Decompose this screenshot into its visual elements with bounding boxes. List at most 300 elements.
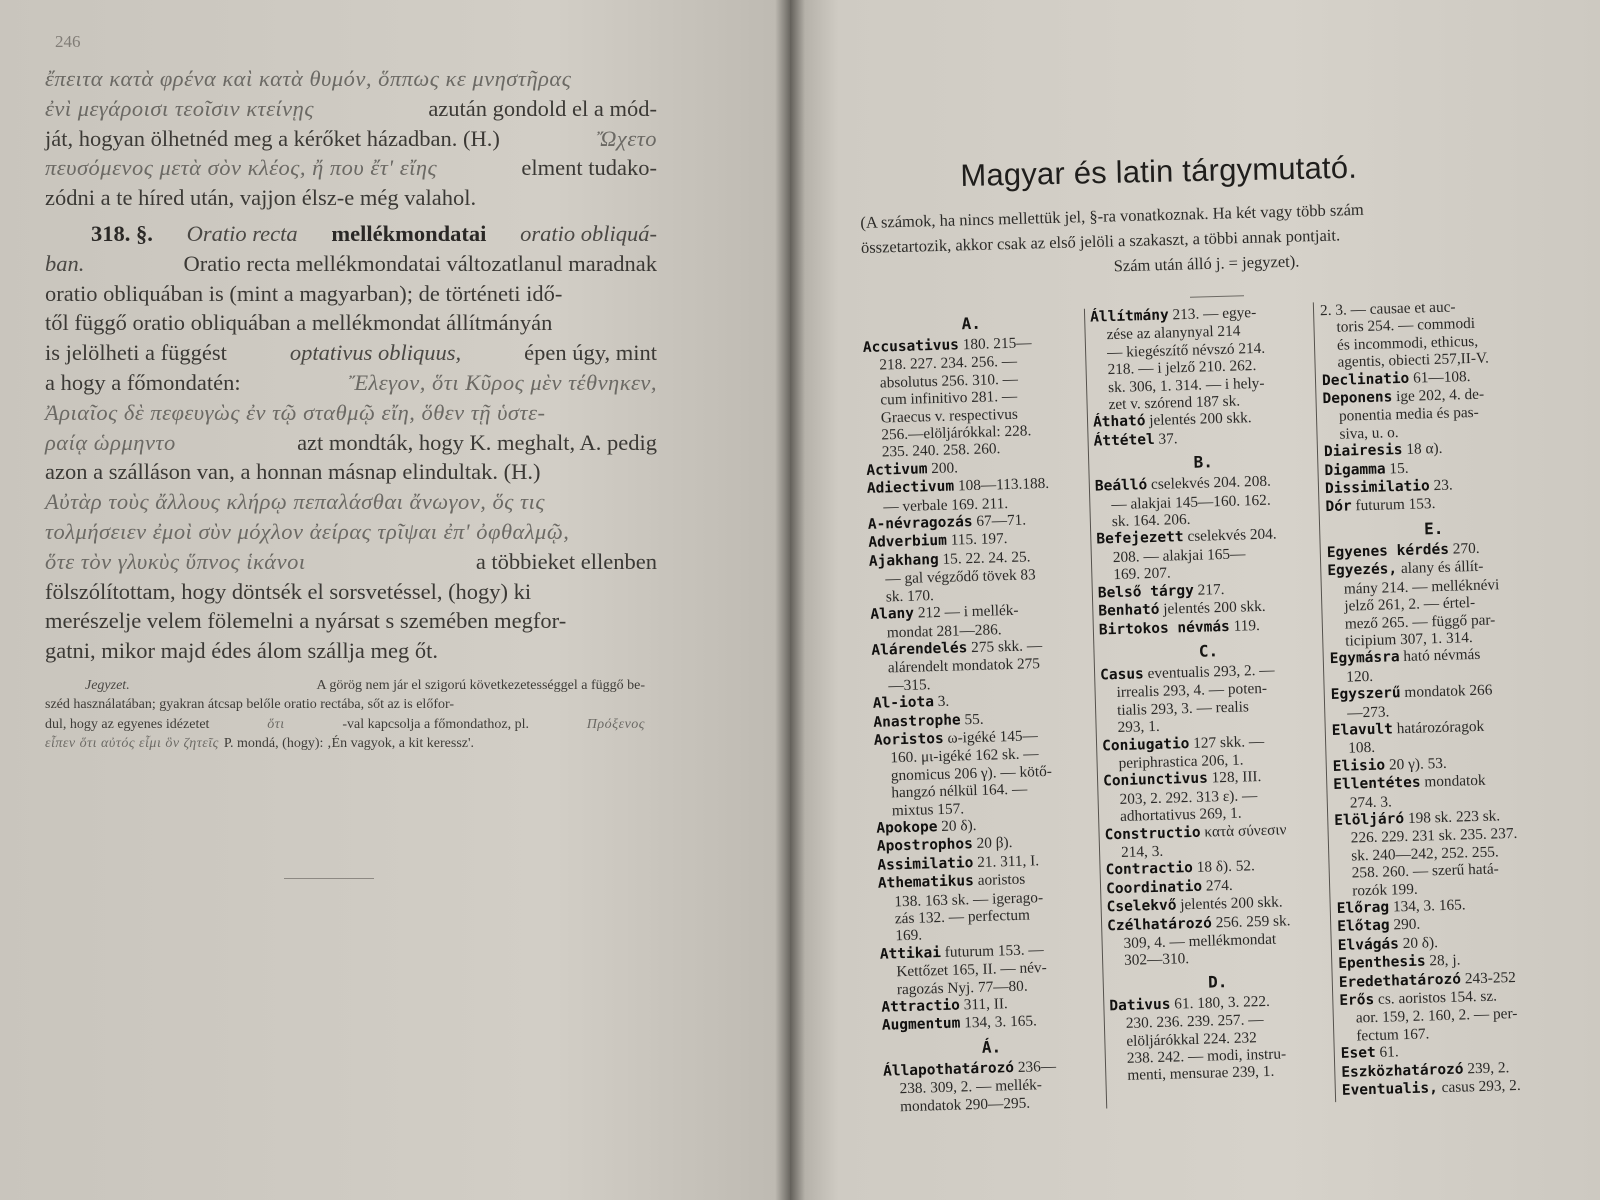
index-refs-continued: rozók 199. bbox=[1352, 880, 1418, 900]
footnote bbox=[45, 676, 645, 754]
index-refs-continued: 235. 240. 258. 260. bbox=[881, 440, 1001, 461]
index-refs-continued: zet v. szórend 187 sk. bbox=[1108, 392, 1241, 414]
text-line bbox=[45, 457, 657, 487]
index-refs: κατὰ σύνεσιν bbox=[1200, 820, 1287, 841]
index-refs-continued: ponentia media és pas- bbox=[1338, 404, 1479, 426]
text-span: Ὤχετο bbox=[596, 125, 657, 151]
index-entry bbox=[863, 333, 1084, 462]
index-refs-continued: — alakjai 145—160. 162. bbox=[1111, 491, 1271, 513]
text-span: azt mondták, hogy K. meghalt, A. pedig bbox=[297, 429, 657, 455]
text-span: mellékmondatai bbox=[331, 220, 487, 246]
index-term: Dór bbox=[1325, 498, 1352, 516]
index-refs-continued: sk. 240—242, 252. 255. bbox=[1351, 843, 1499, 865]
text-line bbox=[45, 428, 657, 458]
index-refs: cselekvés 204. 208. bbox=[1147, 472, 1272, 494]
index-refs: 198 sk. 223 sk. bbox=[1403, 807, 1501, 828]
index-refs: 20 δ). bbox=[937, 816, 977, 836]
index-refs: 18 α). bbox=[1402, 440, 1443, 459]
text-span: τολμήσειεν ἐμοὶ σὺν μόχλον ἀείρας τρῖψαι ἐπ' ὀφθαλμῷ, bbox=[45, 518, 570, 544]
text-span: ban. bbox=[45, 250, 85, 276]
index-term: Czélhatározó bbox=[1106, 915, 1213, 934]
index-term: Beálló bbox=[1094, 477, 1148, 495]
index-refs-continued: mány 214. — melléknévi bbox=[1343, 576, 1500, 598]
index-refs-continued: elöljárókkal 224. 232 bbox=[1126, 1028, 1257, 1050]
left-page bbox=[0, 0, 790, 1200]
index-term: Al-iota bbox=[872, 694, 935, 712]
index-refs: 61—108. bbox=[1409, 367, 1471, 387]
index-refs: 239, 2. bbox=[1463, 1058, 1510, 1078]
index-letter-heading: D. bbox=[1207, 971, 1228, 992]
text-span: fölszólítottam, hogy döntsék el sorsvetéssel, (hogy) ki bbox=[45, 578, 532, 604]
text-line bbox=[45, 279, 657, 309]
index-term: Alany bbox=[870, 605, 915, 623]
index-entry bbox=[1104, 820, 1323, 862]
index-term: Contractio bbox=[1105, 860, 1194, 879]
text-line bbox=[45, 606, 657, 636]
index-refs-continued: ragozás Nyj. 77—80. bbox=[896, 977, 1028, 998]
index-entry bbox=[871, 636, 1090, 695]
index-refs-continued: absolutus 256. 310. — bbox=[879, 370, 1019, 392]
text-line bbox=[45, 487, 657, 517]
index-refs-continued: cum infinitivo 281. — bbox=[880, 387, 1018, 409]
index-refs: ω-igéké 145— bbox=[943, 727, 1039, 747]
text-span: ját, hogyan ölhetnéd meg a kérőket házadban. (H.) bbox=[45, 125, 500, 151]
index-refs: 20 δ). bbox=[1398, 933, 1439, 953]
index-entry bbox=[1322, 384, 1538, 443]
index-refs: 212 — i mellék- bbox=[913, 601, 1019, 622]
index-refs: 119. bbox=[1229, 616, 1261, 635]
text-span: dul, hogy az egyenes idézetet bbox=[45, 716, 210, 732]
index-refs: 18 δ). 52. bbox=[1192, 857, 1256, 877]
text-span: zódni a te híred után, vajjon élsz-e még valahol. bbox=[45, 185, 477, 211]
index-refs-continued: —315. bbox=[888, 675, 931, 695]
index-refs: 61. bbox=[1375, 1043, 1399, 1062]
text-span: P. mondá, (hogy): ‚Én vagyok, a kit keressz'. bbox=[223, 736, 475, 752]
index-refs-continued: — gal végződő tövek 83 bbox=[885, 566, 1036, 588]
text-span: is jelölheti a függést bbox=[45, 340, 227, 366]
index-letter-heading: B. bbox=[1193, 452, 1214, 473]
text-line bbox=[45, 676, 645, 696]
index-term: Coordinatio bbox=[1105, 878, 1203, 898]
text-span: ὅτι bbox=[267, 716, 285, 732]
index-refs-continued: mondat 281—286. bbox=[886, 620, 1002, 641]
index-refs: futurum 153. — bbox=[940, 940, 1044, 961]
text-span: optativus obliquus, bbox=[289, 340, 462, 366]
index-term: Attikai bbox=[879, 944, 942, 963]
index-refs: 20 γ). 53. bbox=[1384, 754, 1447, 774]
book-gutter bbox=[775, 0, 805, 1200]
index-refs-continued: sk. 170. bbox=[885, 586, 935, 606]
index-entry bbox=[1330, 644, 1546, 686]
index-refs-continued: irrealis 293, 4. — poten- bbox=[1116, 680, 1268, 702]
index-refs-continued: 169. bbox=[895, 926, 923, 945]
index-entry bbox=[1327, 556, 1544, 650]
index-refs-continued: 218. 227. 234. 256. — bbox=[879, 353, 1018, 374]
text-line bbox=[45, 715, 645, 735]
index-term: Alárendelés bbox=[871, 640, 968, 659]
index-entry bbox=[1102, 731, 1321, 773]
index-term: Átható bbox=[1092, 413, 1146, 432]
index-refs: 275 skk. — bbox=[967, 637, 1043, 657]
index-refs: mondatok bbox=[1420, 771, 1486, 791]
index-term: Coniunctivus bbox=[1102, 770, 1209, 790]
index-term: Anastrophe bbox=[873, 711, 961, 731]
text-span: épen úgy, mint bbox=[524, 340, 657, 366]
index-refs-continued: 274. 3. bbox=[1349, 792, 1393, 812]
index-term: Állapothatározó bbox=[882, 1059, 1015, 1080]
text-span: Ἀριαῖος δὲ πεφευγὼς ἐν τῷ σταθμῷ εἴη, ὅθεν τῇ ὑστε- bbox=[45, 399, 546, 425]
index-refs: jelentés 200 skk. bbox=[1176, 893, 1283, 914]
index-refs: 274. bbox=[1201, 876, 1233, 895]
index-title: Magyar és latin tárgymutató. bbox=[960, 149, 1358, 193]
index-letter-heading: C. bbox=[1198, 641, 1219, 661]
index-refs-continued: siva, u. o. bbox=[1339, 423, 1399, 443]
index-refs: 290. bbox=[1389, 916, 1421, 934]
left-body-text bbox=[45, 64, 657, 754]
text-line bbox=[45, 547, 657, 577]
index-column-3 bbox=[1320, 296, 1557, 1100]
text-span: a többieket ellenben bbox=[475, 548, 657, 574]
index-entry bbox=[1333, 770, 1549, 812]
text-span: εἶπεν ὅτι αὐτός εἶμι ὃν ζητεῖς bbox=[45, 736, 219, 752]
text-line bbox=[45, 219, 657, 249]
index-refs-continued: 302—310. bbox=[1123, 950, 1190, 970]
index-entry bbox=[874, 726, 1094, 820]
index-refs: mondatok 266 bbox=[1400, 681, 1493, 702]
index-letter-heading: E. bbox=[1423, 518, 1444, 539]
index-term: Dissimilatio bbox=[1324, 478, 1430, 498]
index-term: Adiectivum bbox=[866, 478, 955, 498]
index-term: Egyezés, bbox=[1327, 561, 1398, 580]
index-refs: 256. 259 sk. bbox=[1211, 911, 1291, 932]
index-refs-continued: és incommodi, ethicus, bbox=[1336, 332, 1479, 354]
end-rule bbox=[284, 878, 374, 879]
index-term: Benható bbox=[1098, 601, 1160, 620]
index-refs: ige 202, 4. de- bbox=[1392, 385, 1485, 406]
index-refs: 200. bbox=[927, 459, 959, 478]
text-span: a hogy a főmondatén: bbox=[45, 369, 241, 395]
index-term: Declinatio bbox=[1321, 370, 1410, 389]
index-refs: 213. — egye- bbox=[1168, 303, 1257, 324]
index-refs-continued: aor. 159, 2. 160, 2. — per- bbox=[1355, 1005, 1518, 1027]
index-refs: 15. bbox=[1385, 459, 1409, 478]
index-refs-continued: 238. 309, 2. — mellék- bbox=[899, 1076, 1043, 1098]
text-line bbox=[45, 695, 645, 715]
text-span: Αὐτὰρ τοὺς ἄλλους κλήρῳ πεπαλάσθαι ἄνωγον, ὅς τις bbox=[45, 489, 545, 515]
text-span: Oratio recta mellékmondatai változatlanul maradnak bbox=[183, 250, 657, 276]
text-span: gatni, mikor majd édes álom szállja meg őt. bbox=[45, 638, 439, 664]
index-refs-continued: 214, 3. bbox=[1120, 842, 1164, 861]
index-refs-continued: 120. bbox=[1346, 667, 1374, 686]
text-span: Ἔλεγον, ὅτι Κῦρος μὲν τέθνηκεν, bbox=[348, 369, 657, 395]
index-entry bbox=[1332, 716, 1548, 758]
index-refs: 67—71. bbox=[972, 511, 1027, 531]
text-line bbox=[45, 368, 657, 398]
preface-line: összetartozik, akkor csak az első jelöli a szakaszt, a többi annak pontjait. bbox=[860, 225, 1341, 257]
index-refs-continued: 230. 236. 239. 257. — bbox=[1125, 1011, 1264, 1033]
text-span: 318. §. bbox=[91, 220, 153, 246]
index-refs-continued: zás 132. — perfectum bbox=[894, 906, 1031, 928]
text-span: széd használatában; gyakran átcsap belőle oratio rectába, sőt az is előfor- bbox=[45, 697, 455, 713]
index-term: Előrag bbox=[1336, 899, 1390, 917]
right-page bbox=[790, 0, 1600, 1200]
text-span: Oratio recta bbox=[186, 220, 298, 246]
index-refs-continued: 160. μι-igéké 162 sk. — bbox=[890, 745, 1039, 767]
index-refs: aoristos bbox=[973, 870, 1026, 890]
index-refs-continued: adhortativus 269, 1. bbox=[1119, 804, 1242, 826]
index-term: Casus bbox=[1099, 666, 1145, 684]
index-refs: futurum 153. bbox=[1351, 495, 1436, 515]
index-refs: 15. 22. 24. 25. bbox=[938, 548, 1031, 568]
index-refs-continued: sk. 306, 1. 314. — i hely- bbox=[1107, 374, 1265, 396]
index-term: Elisio bbox=[1332, 757, 1386, 775]
index-refs-continued: toris 254. — commodi bbox=[1336, 315, 1476, 337]
index-entry bbox=[1320, 296, 1537, 372]
index-entry bbox=[869, 547, 1088, 606]
index-term: A-névragozás bbox=[867, 514, 973, 533]
index-refs: 21. 311, I. bbox=[973, 852, 1040, 871]
text-span: től függő oratio obliquában a mellékmondat állítmányán bbox=[45, 310, 553, 336]
text-line bbox=[45, 398, 657, 428]
index-refs-continued: alárendelt mondatok 275 bbox=[887, 655, 1041, 677]
index-refs: határozóragok bbox=[1392, 717, 1485, 738]
page-number: 246 bbox=[55, 32, 81, 51]
index-term: Coniugatio bbox=[1101, 735, 1190, 754]
index-refs: 127 skk. — bbox=[1189, 732, 1265, 752]
index-term: Egymásra bbox=[1329, 649, 1400, 668]
paragraph-318 bbox=[45, 219, 657, 666]
index-refs: jelentés 200 skk. bbox=[1145, 409, 1252, 430]
index-term: Deponens bbox=[1322, 389, 1393, 408]
index-term: Aoristos bbox=[873, 730, 944, 749]
index-refs-continued: 256.—elöljárókkal: 228. bbox=[881, 422, 1032, 444]
index-term: Cselekvő bbox=[1106, 897, 1177, 916]
index-term: Belső tárgy bbox=[1097, 582, 1195, 602]
index-column-2 bbox=[1090, 303, 1330, 1086]
index-refs: 217. bbox=[1193, 580, 1225, 599]
index-term: Athematikus bbox=[877, 873, 975, 892]
text-span: ραίᾳ ὡρμηντο bbox=[45, 429, 176, 455]
index-term: Birtokos névmás bbox=[1098, 618, 1231, 639]
index-refs-continued: 258. 260. — szerű hatá- bbox=[1351, 860, 1499, 882]
index-refs: eventualis 293, 2. — bbox=[1143, 661, 1275, 683]
index-refs-continued: 238. 242. — modi, instru- bbox=[1126, 1045, 1287, 1067]
text-line bbox=[45, 64, 657, 94]
index-entry bbox=[867, 474, 1086, 516]
text-line bbox=[45, 308, 657, 338]
text-span: πευσόμενος μετὰ σὸν κλέος, ἤ που ἔτ' εἴης bbox=[45, 155, 438, 181]
index-entry bbox=[1090, 303, 1311, 414]
index-refs-continued: — kiegészítő névszó 214. bbox=[1106, 339, 1266, 361]
index-term: Constructio bbox=[1104, 824, 1201, 843]
index-entry bbox=[1339, 986, 1555, 1045]
text-span: oratio obliquában is (mint a magyarban); de történeti idő- bbox=[45, 280, 563, 306]
index-entry bbox=[1095, 472, 1314, 531]
title-rule bbox=[1190, 295, 1244, 297]
index-refs-continued: fectum 167. bbox=[1356, 1025, 1430, 1045]
index-term: Adverbium bbox=[868, 533, 948, 552]
index-refs: 3. bbox=[933, 692, 950, 711]
index-refs-continued: 218. — i jelző 210. 262. bbox=[1107, 357, 1257, 379]
text-line bbox=[45, 183, 657, 213]
index-refs: 37. bbox=[1154, 430, 1178, 448]
index-refs: 20 β). bbox=[972, 834, 1013, 853]
text-span: Jegyzet. bbox=[85, 677, 130, 693]
index-entry bbox=[1334, 806, 1551, 900]
index-refs: 115. 197. bbox=[946, 530, 1008, 550]
index-term: Befejezett bbox=[1096, 529, 1184, 549]
index-term: Apokope bbox=[876, 819, 938, 837]
index-refs-continued: 203, 2. 292. 313 ε). — bbox=[1119, 786, 1258, 808]
index-refs-continued: zése az alanynyal 214 bbox=[1106, 322, 1241, 344]
index-refs-continued: gnomicus 206 γ). — kötő- bbox=[890, 762, 1053, 785]
index-refs-continued: 208. — alakjai 165— bbox=[1112, 545, 1246, 566]
index-entry bbox=[1096, 525, 1315, 584]
index-refs: 55. bbox=[960, 710, 984, 728]
index-refs-continued: ticipium 307, 1. 314. bbox=[1345, 628, 1473, 650]
index-refs-continued: Kettőzet 165, II. — név- bbox=[896, 959, 1047, 981]
index-refs: ható névmás bbox=[1399, 646, 1481, 666]
index-entry bbox=[880, 939, 1099, 998]
index-term: Epenthesis bbox=[1338, 953, 1426, 973]
index-refs: 2. 3. — causae et auc- bbox=[1319, 298, 1456, 320]
index-refs-continued: mondatok 290—295. bbox=[899, 1094, 1031, 1115]
text-span: azon a szálláson van, a honnan másnap elindultak. (H.) bbox=[45, 459, 541, 485]
index-term: Activum bbox=[866, 461, 928, 479]
text-line bbox=[45, 636, 657, 666]
text-span: azután gondold el a mód- bbox=[428, 95, 657, 121]
index-refs: jelentés 200 skk. bbox=[1159, 597, 1266, 618]
index-refs-continued: tialis 293, 3. — realis bbox=[1116, 698, 1250, 719]
index-refs: 134, 3. 165. bbox=[1388, 896, 1466, 916]
index-refs: alany és állít- bbox=[1396, 558, 1484, 578]
index-term: Előtag bbox=[1337, 917, 1390, 936]
text-line bbox=[45, 124, 657, 154]
text-line bbox=[45, 153, 657, 183]
index-term: Accusativus bbox=[862, 337, 960, 356]
index-refs: 108—113.188. bbox=[953, 475, 1050, 495]
index-refs: casus 293, 2. bbox=[1437, 1076, 1521, 1097]
preface-line: (A számok, ha nincs mellettük jel, §-ra vonatkoznak. Ha két vagy több szám bbox=[860, 199, 1364, 232]
index-term: Digamma bbox=[1324, 461, 1386, 479]
index-term: Áttétel bbox=[1093, 431, 1155, 450]
index-refs-continued: Graecus v. respectivus bbox=[880, 405, 1019, 427]
index-refs-continued: periphrastica 206, 1. bbox=[1118, 751, 1244, 772]
index-term: Diairesis bbox=[1323, 442, 1403, 461]
preface-line: Szám után álló j. = jegyzet). bbox=[1113, 251, 1300, 276]
index-refs-continued: 293, 1. bbox=[1117, 717, 1160, 737]
index-refs-continued: mező 265. — függő par- bbox=[1344, 610, 1496, 633]
text-line bbox=[45, 249, 657, 279]
index-term: Elvágás bbox=[1337, 936, 1400, 954]
index-term: Eredethatározó bbox=[1338, 971, 1462, 991]
index-term: Ellentétes bbox=[1333, 774, 1421, 794]
index-term: Állítmány bbox=[1089, 307, 1169, 326]
index-refs: 311, II. bbox=[959, 995, 1008, 1014]
index-refs: cs. aoristos 154. sz. bbox=[1373, 987, 1498, 1008]
text-line bbox=[45, 517, 657, 547]
index-preface bbox=[860, 192, 1552, 285]
index-refs: 243-252 bbox=[1460, 968, 1517, 988]
text-span: elment tudako- bbox=[521, 155, 657, 181]
index-entry bbox=[1109, 991, 1329, 1085]
text-span: ὅτε τὸν γλυκὺς ὕπνος ἱκάνοι bbox=[45, 548, 306, 574]
text-span: -val kapcsolja a főmondathoz, pl. bbox=[342, 716, 529, 732]
text-span: ἐνὶ μεγάροισι τεοῖσιν κτείνῃς bbox=[45, 95, 314, 121]
index-term: Eszközhatározó bbox=[1341, 1061, 1464, 1081]
index-refs: 270. bbox=[1448, 539, 1480, 558]
index-refs: 134, 3. 165. bbox=[960, 1012, 1038, 1032]
index-refs-continued: 226. 229. 231 sk. 235. 237. bbox=[1350, 825, 1518, 847]
index-term: Egyszerű bbox=[1330, 685, 1401, 704]
index-refs: 23. bbox=[1429, 476, 1453, 495]
index-term: Ajakhang bbox=[868, 551, 939, 570]
index-term: Elavult bbox=[1331, 721, 1394, 739]
index-term: Elöljáró bbox=[1334, 811, 1405, 829]
index-refs-continued: jelző 261, 2. — értel- bbox=[1344, 594, 1476, 615]
index-refs-continued: 108. bbox=[1348, 739, 1376, 757]
index-entry bbox=[883, 1056, 1102, 1115]
index-refs-continued: hangzó nélkül 164. — bbox=[891, 780, 1028, 802]
index-refs-continued: — verbale 169. 211. bbox=[883, 494, 1009, 516]
index-term: Eset bbox=[1340, 1045, 1376, 1063]
index-refs: cselekvés 204. bbox=[1183, 525, 1277, 546]
index-term: Erős bbox=[1339, 991, 1375, 1009]
text-line bbox=[45, 577, 657, 607]
text-span: oratio obliquá- bbox=[520, 220, 657, 246]
index-entry bbox=[870, 600, 1089, 642]
text-span: merészelje velem fölemelni a nyársat s szemében megfor- bbox=[45, 608, 567, 634]
index-entry bbox=[1331, 680, 1547, 722]
index-refs: 180. 215— bbox=[958, 334, 1032, 354]
index-refs-continued: sk. 164. 206. bbox=[1111, 510, 1191, 531]
index-refs-continued: —273. bbox=[1347, 702, 1390, 722]
index-refs: 128, III. bbox=[1207, 768, 1262, 787]
index-refs-continued: menti, mensurae 239, 1. bbox=[1127, 1063, 1275, 1085]
index-entry bbox=[1100, 660, 1320, 737]
index-refs-continued: 309, 4. — mellékmondat bbox=[1123, 930, 1277, 952]
index-term: Assimilatio bbox=[877, 854, 974, 874]
text-span: Πρόξενος bbox=[586, 716, 645, 732]
text-span: ἔπειτα κατὰ φρένα καὶ κατὰ θυμόν, ὅππως κε μνηστῆρας bbox=[45, 66, 572, 91]
index-refs-continued: 169. 207. bbox=[1113, 564, 1171, 584]
index-term: Egyenes kérdés bbox=[1326, 541, 1450, 561]
index-entry bbox=[1103, 767, 1322, 826]
index-refs-continued: 138. 163 sk. — igerago- bbox=[894, 888, 1044, 910]
index-refs: 28, j. bbox=[1425, 951, 1461, 970]
text-span: A görög nem jár el szigorú következetességgel a függő be- bbox=[316, 677, 645, 693]
text-line bbox=[45, 734, 645, 754]
index-refs-continued: agentis, obiecti 257,II-V. bbox=[1337, 349, 1490, 371]
index-letter-heading: Á. bbox=[981, 1037, 1002, 1057]
index-entry bbox=[1107, 911, 1326, 970]
index-refs-continued: mixtus 157. bbox=[891, 799, 965, 819]
text-line bbox=[45, 338, 657, 368]
index-term: Apostrophos bbox=[876, 836, 974, 856]
index-term: Augmentum bbox=[881, 1015, 961, 1035]
index-term: Dativus bbox=[1109, 996, 1171, 1015]
index-term: Eventualis, bbox=[1341, 1080, 1439, 1099]
index-letter-heading: A. bbox=[961, 313, 982, 334]
index-refs: 61. 180, 3. 222. bbox=[1170, 992, 1271, 1013]
index-columns bbox=[862, 296, 1565, 1145]
index-column-1 bbox=[862, 309, 1102, 1116]
text-line bbox=[45, 94, 657, 124]
index-entry bbox=[878, 869, 1098, 946]
paragraph-greek-quote bbox=[45, 64, 657, 213]
index-refs: 236— bbox=[1013, 1057, 1057, 1076]
index-term: Attractio bbox=[881, 997, 961, 1016]
